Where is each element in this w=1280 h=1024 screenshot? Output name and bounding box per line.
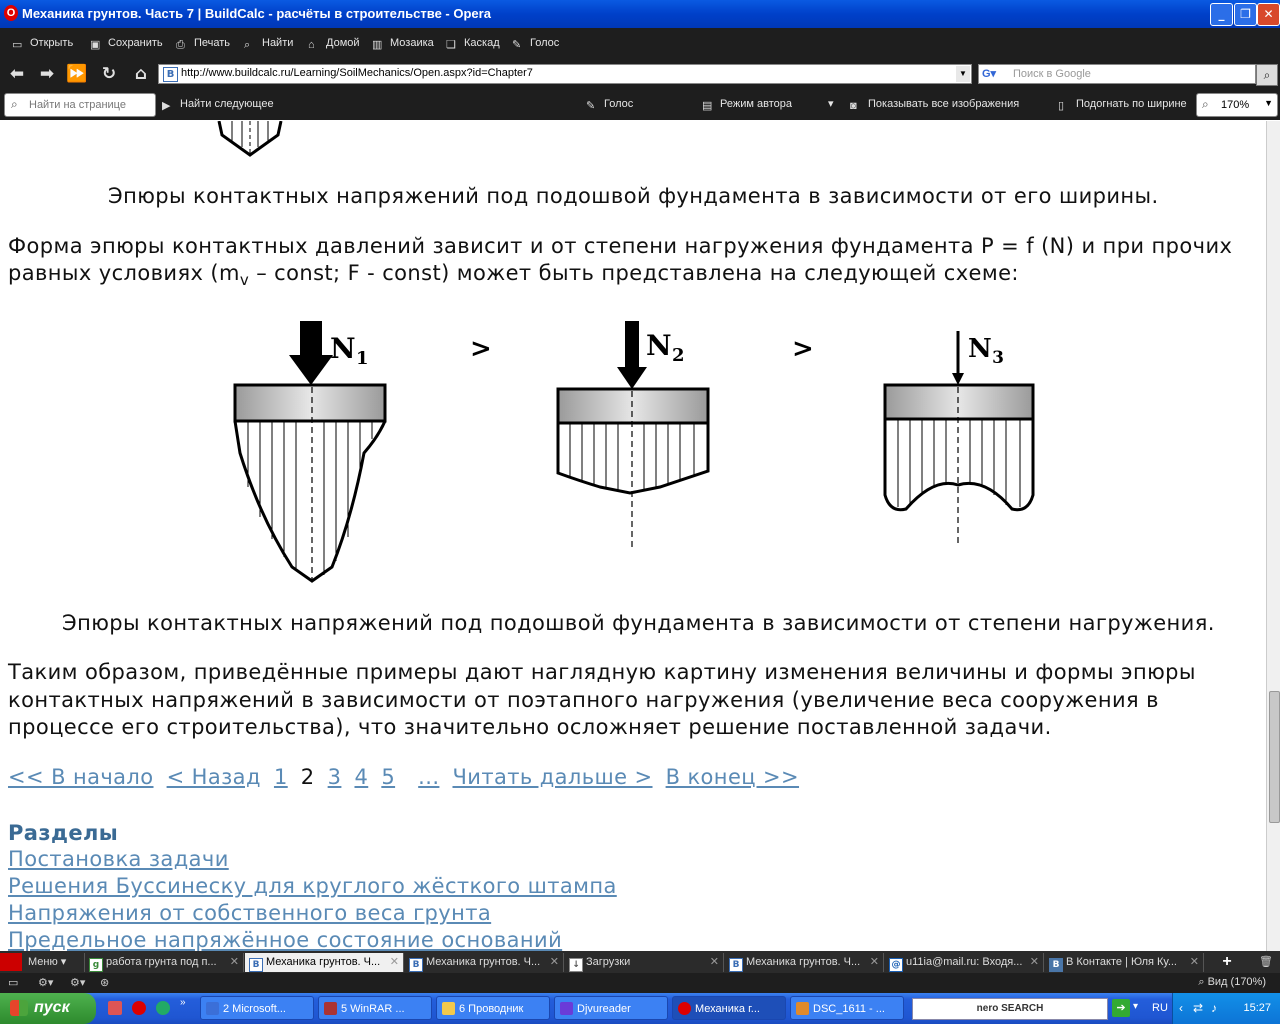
turbo-icon[interactable]: ⚙▾ bbox=[38, 977, 54, 989]
load-label-1: $N_1$ bbox=[330, 332, 369, 369]
voice-label: Голос bbox=[530, 37, 560, 49]
view-zoom-label: Вид (170%) bbox=[1207, 976, 1266, 988]
search-go-button[interactable]: ⌕ bbox=[1256, 64, 1278, 86]
system-tray bbox=[1172, 993, 1280, 1024]
find-next-icon: ▶ bbox=[162, 100, 171, 112]
previous-diagram-fragment bbox=[0, 121, 1266, 181]
google-search-input[interactable] bbox=[978, 64, 1256, 84]
find-on-page-input[interactable] bbox=[4, 93, 156, 117]
image-viewer-icon bbox=[796, 1002, 809, 1015]
quicklaunch-media-icon[interactable] bbox=[156, 1001, 170, 1015]
window-title: Механика грунтов. Часть 7 | BuildCalc - расчёты в строительстве - Opera bbox=[22, 6, 491, 21]
pager-page-3[interactable]: 3 bbox=[327, 765, 342, 789]
microphone-icon: ✎ bbox=[512, 39, 522, 51]
cascade-label: Каскад bbox=[464, 37, 500, 49]
tab-5-label: Механика грунтов. Ч... bbox=[746, 956, 861, 968]
task-winrar[interactable] bbox=[318, 996, 432, 1020]
greater-than-1: > bbox=[470, 334, 493, 364]
task-image-label: DSC_1611 - ... bbox=[813, 1003, 885, 1015]
find-next-button[interactable] bbox=[162, 97, 274, 113]
nero-search-label: nero SEARCH bbox=[976, 1003, 1044, 1014]
save-button[interactable] bbox=[90, 36, 163, 52]
pager-page-5[interactable]: 5 bbox=[381, 765, 396, 789]
para1-text-b: – const; F - const) может быть представлена на следующей схеме: bbox=[249, 261, 1019, 285]
pager-more-link[interactable]: ... bbox=[418, 765, 440, 789]
quicklaunch-app-icon[interactable] bbox=[108, 1001, 122, 1015]
mosaic-label: Мозаика bbox=[390, 37, 434, 49]
close-icon[interactable]: ✕ bbox=[1029, 956, 1039, 968]
load-label-2: $N_2$ bbox=[646, 329, 685, 366]
vk-icon: B bbox=[1049, 958, 1063, 972]
folder-icon bbox=[442, 1002, 455, 1015]
winrar-icon bbox=[324, 1002, 337, 1015]
para1-subscript: v bbox=[239, 271, 250, 290]
task-word[interactable] bbox=[200, 996, 314, 1020]
pager-current-page: 2 bbox=[300, 765, 315, 789]
tab-7[interactable] bbox=[1045, 953, 1204, 972]
google-favicon-icon: g bbox=[89, 958, 103, 972]
close-icon[interactable]: ✕ bbox=[1189, 956, 1199, 968]
voice-button[interactable] bbox=[512, 36, 559, 52]
close-icon[interactable]: ✕ bbox=[869, 956, 879, 968]
sync-icon[interactable]: ⚙▾ bbox=[70, 977, 86, 989]
site-favicon-icon: B bbox=[729, 958, 743, 972]
find-next-label: Найти следующее bbox=[180, 98, 274, 110]
opera-logo-icon bbox=[0, 953, 22, 971]
tab-4-label: Загрузки bbox=[586, 956, 631, 968]
quicklaunch-opera-icon[interactable] bbox=[132, 1001, 146, 1015]
tab-4[interactable] bbox=[565, 953, 724, 972]
pagination bbox=[8, 765, 805, 789]
maximize-button[interactable]: ❐ bbox=[1234, 3, 1257, 26]
section-link-2[interactable]: Решения Буссинеску для круглого жёсткого штампа bbox=[8, 874, 617, 898]
scrollbar-thumb[interactable] bbox=[1269, 691, 1280, 823]
paragraph-1-line-1: Форма эпюры контактных давлений зависит и от степени нагружения фундамента P = f (N) и при прочих bbox=[8, 234, 1233, 258]
greater-than-2: > bbox=[792, 334, 815, 364]
show-images-label: Показывать все изображения bbox=[868, 98, 1020, 110]
open-button[interactable] bbox=[12, 36, 73, 52]
find-button[interactable] bbox=[244, 36, 293, 52]
tray-expand-icon[interactable]: ‹ bbox=[1179, 1001, 1183, 1015]
site-favicon-icon: B bbox=[249, 958, 263, 972]
diagram-figure-3 bbox=[885, 331, 1033, 545]
home-button[interactable] bbox=[308, 36, 360, 52]
home-icon: ⌂ bbox=[308, 39, 315, 51]
tab-1-label: работа грунта под п... bbox=[106, 956, 217, 968]
nero-search-input[interactable] bbox=[912, 998, 1108, 1020]
loading-diagram bbox=[0, 317, 1266, 617]
fit-width-label: Подогнать по ширине bbox=[1076, 98, 1187, 110]
zoom-select[interactable] bbox=[1196, 93, 1278, 117]
clock[interactable]: 15:27 bbox=[1243, 1002, 1271, 1014]
printer-icon: ⎙ bbox=[176, 39, 185, 51]
diagram-figure-2 bbox=[558, 321, 708, 547]
tab-bar bbox=[0, 951, 1280, 973]
camera-icon: ◙ bbox=[850, 100, 857, 112]
find-bar bbox=[0, 90, 1280, 120]
address-value: http://www.buildcalc.ru/Learning/SoilMechanics/Open.aspx?id=Chapter7 bbox=[181, 67, 533, 79]
microphone-icon: ✎ bbox=[586, 100, 596, 112]
start-label: пуск bbox=[34, 999, 70, 1016]
tab-2-label: Механика грунтов. Ч... bbox=[266, 956, 381, 968]
folder-icon: ▭ bbox=[12, 39, 23, 51]
task-winrar-label: 5 WinRAR ... bbox=[341, 1003, 405, 1015]
zoom-value: 170% bbox=[1221, 99, 1250, 111]
task-explorer-label: 6 Проводник bbox=[459, 1003, 524, 1015]
open-label: Открыть bbox=[30, 37, 74, 49]
opera-icon bbox=[678, 1002, 691, 1015]
minimize-button[interactable]: _ bbox=[1210, 3, 1233, 26]
search-icon: ⌕ bbox=[11, 97, 18, 111]
site-favicon-icon: B bbox=[409, 958, 423, 972]
djvu-icon bbox=[560, 1002, 573, 1015]
address-field[interactable] bbox=[158, 64, 972, 84]
download-icon: ↓ bbox=[569, 958, 583, 972]
nero-dropdown-icon[interactable]: ▾ bbox=[1133, 1001, 1139, 1012]
load-label-3: $N_3$ bbox=[968, 334, 1005, 368]
fit-width-icon: ▯ bbox=[1058, 100, 1065, 112]
windows-logo-icon bbox=[10, 1000, 28, 1016]
mail-icon: @ bbox=[889, 958, 903, 972]
tab-7-label: В Контакте | Юля Ку... bbox=[1066, 956, 1177, 968]
page-content bbox=[0, 121, 1266, 951]
close-icon[interactable]: ✕ bbox=[229, 956, 239, 968]
caption-loading: Эпюры контактных напряжений под подошвой фундамента в зависимости от степени нагружения. bbox=[62, 611, 1215, 635]
page-scrollbar[interactable] bbox=[1266, 121, 1280, 951]
back-button[interactable]: ⬅ bbox=[9, 64, 25, 84]
word-icon bbox=[206, 1002, 219, 1015]
home-label: Домой bbox=[326, 37, 360, 49]
nero-go-icon[interactable]: ➔ bbox=[1112, 999, 1130, 1017]
reload-button[interactable]: ↻ bbox=[101, 64, 117, 84]
home-nav-button[interactable]: ⌂ bbox=[134, 64, 148, 84]
paragraph-1-line-2 bbox=[8, 260, 1019, 294]
site-favicon-icon: B bbox=[163, 67, 178, 82]
task-opera-label: Механика г... bbox=[695, 1003, 760, 1015]
pager-page-4[interactable]: 4 bbox=[354, 765, 369, 789]
close-icon[interactable]: ✕ bbox=[709, 956, 719, 968]
chevron-down-icon: ▼ bbox=[1264, 98, 1273, 108]
title-bar bbox=[0, 0, 1280, 28]
quicklaunch-more-icon[interactable]: » bbox=[180, 997, 186, 1008]
view-zoom-status[interactable] bbox=[1198, 976, 1266, 989]
section-link-3[interactable]: Напряжения от собственного веса грунта bbox=[8, 901, 492, 925]
opera-logo-icon: O bbox=[4, 5, 18, 21]
forward-button[interactable]: ➡ bbox=[39, 64, 55, 84]
task-djvureader[interactable] bbox=[554, 996, 668, 1020]
trash-icon[interactable]: 🗑 bbox=[1259, 956, 1273, 968]
section-link-1[interactable]: Постановка задачи bbox=[8, 847, 229, 871]
volume-icon[interactable]: ♪ bbox=[1211, 1001, 1217, 1015]
zoom-icon: ⌕ bbox=[1202, 97, 1209, 111]
cascade-icon: ❏ bbox=[446, 39, 456, 51]
pager-prev-link[interactable]: < Назад bbox=[166, 765, 261, 789]
pager-page-1[interactable]: 1 bbox=[273, 765, 288, 789]
author-mode-label: Режим автора bbox=[720, 98, 792, 110]
pager-next-link[interactable]: Читать дальше > bbox=[452, 765, 653, 789]
paragraph-2-line-2: контактных напряжений в зависимости от поэтапного нагружения (увеличение веса сооружения в bbox=[8, 688, 1159, 712]
menu-label: Меню bbox=[28, 956, 58, 968]
task-image[interactable] bbox=[790, 996, 904, 1020]
document-icon: ▤ bbox=[702, 100, 713, 112]
start-button[interactable] bbox=[0, 993, 96, 1024]
task-djvu-label: Djvureader bbox=[577, 1003, 631, 1015]
tab-3-label: Механика грунтов. Ч... bbox=[426, 956, 541, 968]
tab-6[interactable] bbox=[885, 953, 1044, 972]
close-icon[interactable]: ✕ bbox=[389, 956, 399, 968]
paragraph-2-line-1: Таким образом, приведённые примеры дают наглядную картину изменения величины и формы эпюры bbox=[8, 660, 1196, 684]
tile-icon: ▥ bbox=[372, 39, 383, 51]
google-icon: G▾ bbox=[982, 68, 997, 80]
network-icon[interactable]: ⇄ bbox=[1193, 1001, 1204, 1015]
find-placeholder: Найти на странице bbox=[29, 99, 126, 111]
opera-menu-button[interactable]: Меню ▾ bbox=[0, 953, 85, 972]
tab-1[interactable] bbox=[85, 953, 244, 972]
author-mode-button[interactable] bbox=[702, 97, 792, 113]
mosaic-button[interactable] bbox=[372, 36, 434, 52]
close-icon[interactable]: ✕ bbox=[549, 956, 559, 968]
tab-5[interactable] bbox=[725, 953, 884, 972]
close-button[interactable]: ✕ bbox=[1257, 3, 1280, 26]
main-toolbar bbox=[0, 28, 1280, 58]
status-bar bbox=[0, 973, 1280, 993]
floppy-icon: ▣ bbox=[90, 39, 101, 51]
fast-forward-button[interactable]: ⏩ bbox=[66, 64, 88, 84]
voice-find-label: Голос bbox=[604, 98, 634, 110]
search-placeholder: Поиск в Google bbox=[1013, 68, 1091, 80]
paragraph-2-line-3: процессе его строительства), что значительно осложняет решение поставленной задачи. bbox=[8, 715, 1052, 739]
tab-3[interactable] bbox=[405, 953, 564, 972]
print-button[interactable] bbox=[176, 36, 230, 52]
magnifier-icon: ⌕ bbox=[1198, 976, 1208, 988]
panel-toggle-icon[interactable]: ▭ bbox=[8, 977, 19, 989]
author-mode-dropdown[interactable] bbox=[828, 97, 834, 113]
sections-title: Разделы bbox=[8, 821, 119, 845]
show-images-button[interactable] bbox=[850, 97, 1019, 113]
find-label: Найти bbox=[262, 37, 294, 49]
tab-2[interactable] bbox=[245, 953, 404, 972]
task-opera[interactable] bbox=[672, 996, 786, 1020]
print-label: Печать bbox=[194, 37, 231, 49]
unite-icon[interactable]: ⊛ bbox=[100, 977, 110, 989]
section-link-4[interactable]: Предельное напряжённое состояние оснований bbox=[8, 928, 563, 951]
cascade-button[interactable] bbox=[446, 36, 500, 52]
pager-last-link[interactable]: В конец >> bbox=[665, 765, 800, 789]
fit-width-button[interactable] bbox=[1058, 97, 1187, 113]
task-word-label: 2 Microsoft... bbox=[223, 1003, 286, 1015]
magnifier-icon: ⌕ bbox=[244, 39, 251, 51]
chevron-down-icon: ▾ bbox=[828, 98, 834, 110]
windows-taskbar bbox=[0, 993, 1280, 1024]
task-explorer[interactable] bbox=[436, 996, 550, 1020]
voice-find-button[interactable] bbox=[586, 97, 633, 113]
new-tab-button[interactable]: + bbox=[1222, 953, 1232, 970]
tab-6-label: u11ia@mail.ru: Входя... bbox=[906, 956, 1023, 968]
caption-width: Эпюры контактных напряжений под подошвой фундамента в зависимости от его ширины. bbox=[108, 184, 1159, 208]
save-label: Сохранить bbox=[108, 37, 163, 49]
language-indicator[interactable]: RU bbox=[1152, 1002, 1168, 1014]
address-dropdown-icon[interactable]: ▼ bbox=[956, 66, 970, 82]
pager-first-link[interactable]: << В начало bbox=[8, 765, 154, 789]
para1-text-a: равных условиях (m bbox=[8, 261, 240, 285]
